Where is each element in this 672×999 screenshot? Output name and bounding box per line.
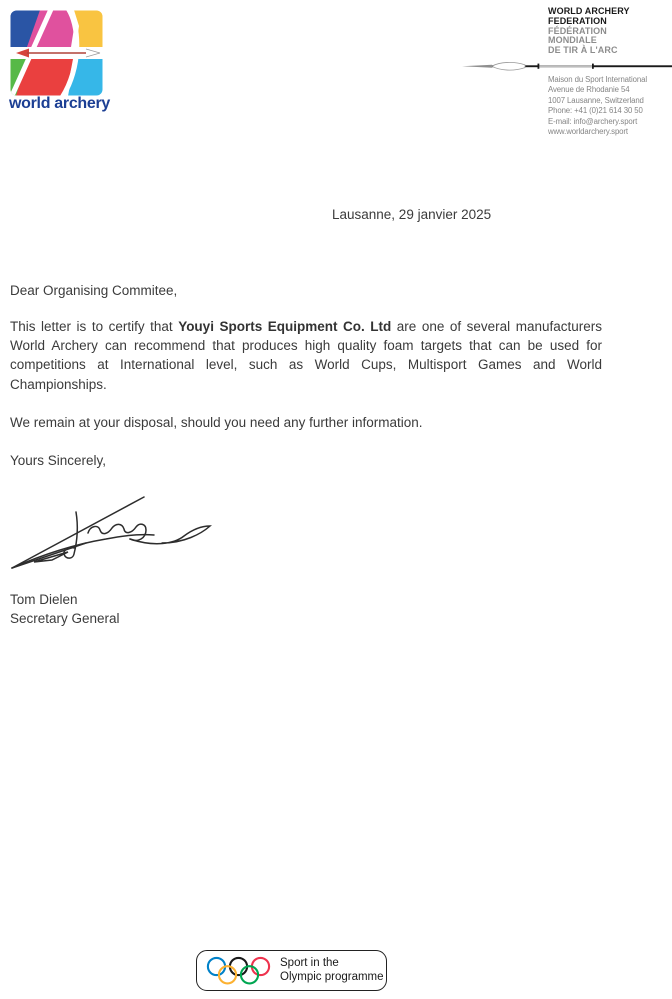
address-line: Phone: +41 (0)21 614 30 50 xyxy=(548,106,643,116)
org-name-en-line: FEDERATION xyxy=(548,15,607,26)
address-line: www.worldarchery.sport xyxy=(548,127,628,137)
brand-wordmark: world archery xyxy=(9,95,111,112)
paragraph-line: competitions at International level, such as World Cups, Multisport Games and World xyxy=(10,357,602,373)
sign-off: Yours Sincerely, xyxy=(10,453,107,469)
letterhead-address xyxy=(548,75,672,137)
org-name-fr-line: FÉDÉRATION xyxy=(548,25,607,36)
address-line: 1007 Lausanne, Switzerland xyxy=(548,95,644,105)
paragraph-line xyxy=(10,317,602,336)
company-name: Youyi Sports Equipment Co. Ltd xyxy=(178,319,392,334)
address-line: Maison du Sport International xyxy=(548,75,647,84)
closing-line: We remain at your disposal, should you need any further information. xyxy=(10,414,423,430)
signatory-name: Tom Dielen xyxy=(10,592,78,607)
address-line: E-mail: info@archery.sport xyxy=(548,116,638,126)
salutation: Dear Organising Commitee, xyxy=(10,283,178,298)
org-name-fr-line: DE TIR À L'ARC xyxy=(548,45,618,56)
paragraph-line: Championships. xyxy=(10,376,107,392)
letter-body xyxy=(10,283,602,470)
date-line: Lausanne, 29 janvier 2025 xyxy=(332,207,492,222)
letterhead-org-names xyxy=(548,7,672,56)
world-archery-logo-icon xyxy=(10,10,103,96)
body-text: are one of several manufacturers xyxy=(391,319,602,334)
archery-arrow-icon xyxy=(462,60,672,73)
olympic-badge-text xyxy=(280,957,384,984)
signature-image xyxy=(4,486,218,580)
body-text: This letter is to certify that xyxy=(10,319,179,334)
address-line: Avenue de Rhodanie 54 xyxy=(548,85,630,95)
main-paragraph xyxy=(10,317,602,394)
olympic-programme-badge xyxy=(196,950,387,991)
paragraph-line: World Archery can recommend that produces high quality foam targets that can be used for xyxy=(10,338,602,354)
org-name-fr-line: MONDIALE xyxy=(548,35,597,46)
badge-text-line: Olympic programme xyxy=(280,970,384,983)
org-name-en-line: WORLD ARCHERY xyxy=(548,6,630,16)
badge-text-line: Sport in the xyxy=(280,957,339,969)
signatory-title: Secretary General xyxy=(10,611,120,626)
olympic-rings-icon xyxy=(206,956,272,986)
